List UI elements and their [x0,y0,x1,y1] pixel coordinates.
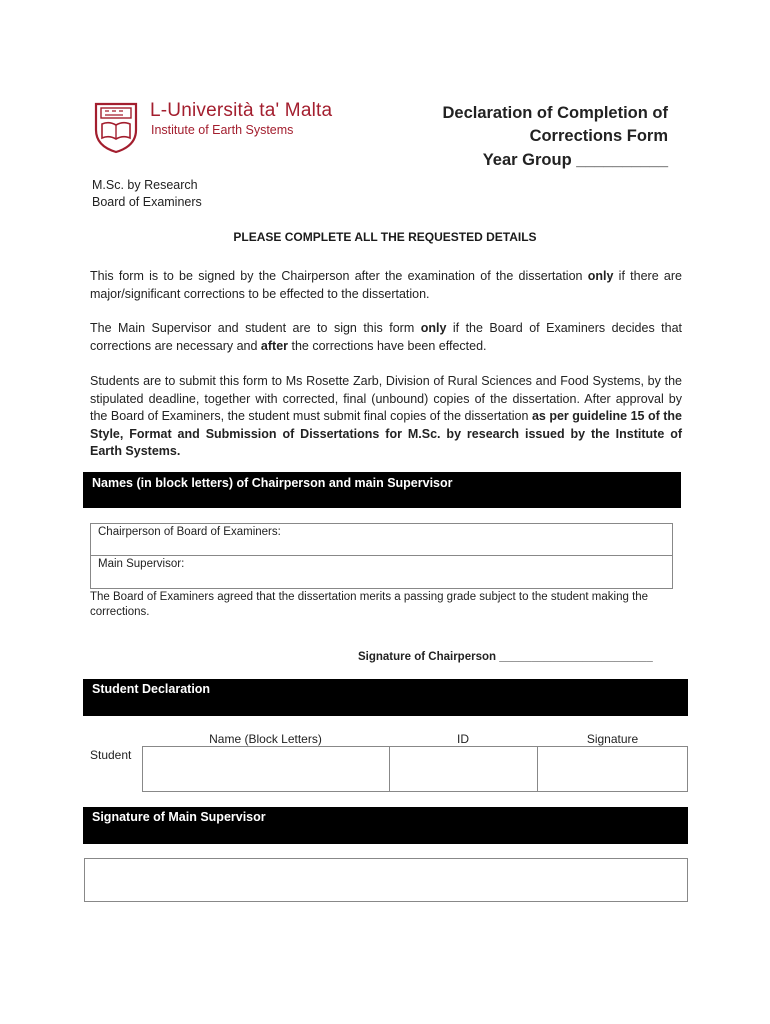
section-header-names: Names (in block letters) of Chairperson and main Supervisor [83,472,681,508]
names-table [90,523,673,589]
agreement-text: The Board of Examiners agreed that the dissertation merits a passing grade subject to the student making the corrections. [90,591,649,618]
col-name-header: Name (Block Letters) [209,732,322,746]
chairperson-label: Chairperson of Board of Examiners: [98,526,281,538]
student-name-cell[interactable] [142,746,390,792]
paragraph-chairperson: This form is to be signed by the Chairperson after the examination of the dissertation only if there are major/significant corrections to be effected to the dissertation. [90,269,682,301]
student-row-label: Student [90,748,132,762]
chairperson-signature-line[interactable]: Signature of Chairperson ________________________ [358,651,653,663]
student-signature-cell[interactable] [537,746,688,792]
form-title-line2: Corrections Form [529,127,668,145]
paragraph-submission: Students are to submit this form to Ms Rosette Zarb, Division of Rural Sciences and Food Systems, by the stipulated deadline, together with corrected, final (unbound) copies of the dissertation. After approval by the Board of Examiners, the student must submit final copies of the dissertation as per guideline 15 of the Style, Format and Submission of Dissertations for M.Sc. by research issued by the Institute of Earth Systems. [90,374,682,458]
chairperson-field[interactable] [91,524,672,556]
form-title-line1: Declaration of Completion of [442,104,668,122]
student-id-cell[interactable] [389,746,538,792]
year-group-field[interactable]: Year Group __________ [482,151,668,169]
section-header-student: Student Declaration [83,679,688,716]
instructions-heading: PLEASE COMPLETE ALL THE REQUESTED DETAILS [233,230,537,244]
section-header-supervisor: Signature of Main Supervisor [83,807,688,844]
board-label: Board of Examiners [92,195,202,209]
program-label: M.Sc. by Research [92,178,198,192]
col-id-header: ID [457,732,469,746]
supervisor-label: Main Supervisor: [98,558,185,570]
col-signature-header: Signature [586,732,639,746]
university-crest-icon [92,100,140,154]
institute-name: Institute of Earth Systems [151,123,294,137]
supervisor-field[interactable] [91,556,672,588]
paragraph-supervisor: The Main Supervisor and student are to sign this form only if the Board of Examiners decides that corrections are necessary and after the corrections have been effected. [90,321,683,353]
university-name: L-Università ta' Malta [150,100,333,121]
supervisor-signature-box[interactable] [84,858,688,902]
